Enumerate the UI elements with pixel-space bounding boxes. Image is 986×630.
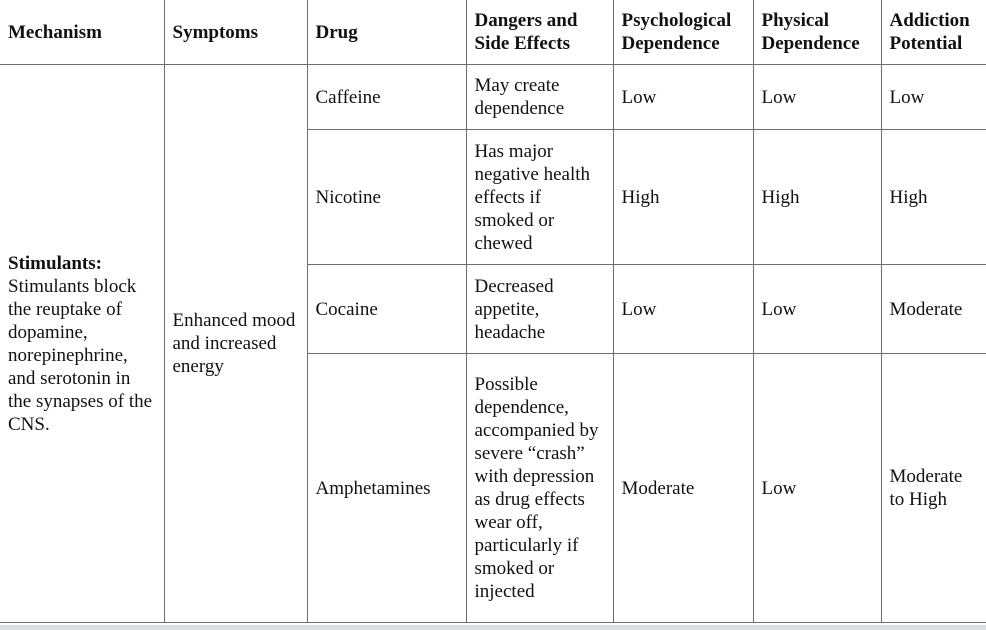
mechanism-description: Stimulants block the reuptake of dopamine, norepinephrine, and serotonin in the synapses of the CNS. (8, 275, 153, 435)
symptoms-cell (164, 65, 307, 623)
dangers-cell: May create dependence (466, 65, 613, 130)
dangers-cell: Has major negative health effects if smoked or chewed (466, 130, 613, 265)
header-physical-dependence: Physical Dependence (753, 0, 881, 65)
addiction-cell: Low (881, 65, 986, 130)
drug-cell: Nicotine (307, 130, 466, 265)
addiction-cell: High (881, 130, 986, 265)
header-drug: Drug (307, 0, 466, 65)
psychological-cell: Low (613, 65, 753, 130)
header-dangers: Dangers and Side Effects (466, 0, 613, 65)
physical-cell: Low (753, 65, 881, 130)
dangers-cell: Possible dependence, accompanied by severe “crash” with depression as drug effects wear off, particularly if smoked or injected (466, 354, 613, 623)
addiction-cell: Moderate (881, 265, 986, 354)
header-mechanism: Mechanism (0, 0, 164, 65)
physical-cell: Low (753, 354, 881, 623)
mechanism-cell (0, 65, 164, 623)
drug-cell: Amphetamines (307, 354, 466, 623)
physical-cell: High (753, 130, 881, 265)
drug-cell: Caffeine (307, 65, 466, 130)
header-psychological-dependence: Psychological Dependence (613, 0, 753, 65)
page-bottom-strip (0, 625, 986, 630)
mechanism-title: Stimulants: (8, 252, 102, 274)
psychological-cell: High (613, 130, 753, 265)
table-row (0, 65, 986, 130)
header-addiction-potential: Addiction Potential (881, 0, 986, 65)
dangers-cell: Decreased appetite, headache (466, 265, 613, 354)
drug-cell: Cocaine (307, 265, 466, 354)
header-row (0, 0, 986, 65)
psychological-cell: Low (613, 265, 753, 354)
header-symptoms: Symptoms (164, 0, 307, 65)
psychological-cell: Moderate (613, 354, 753, 623)
physical-cell: Low (753, 265, 881, 354)
symptoms-text: Enhanced mood and increased energy (172, 310, 296, 377)
addiction-cell: Moderate to High (881, 354, 986, 623)
